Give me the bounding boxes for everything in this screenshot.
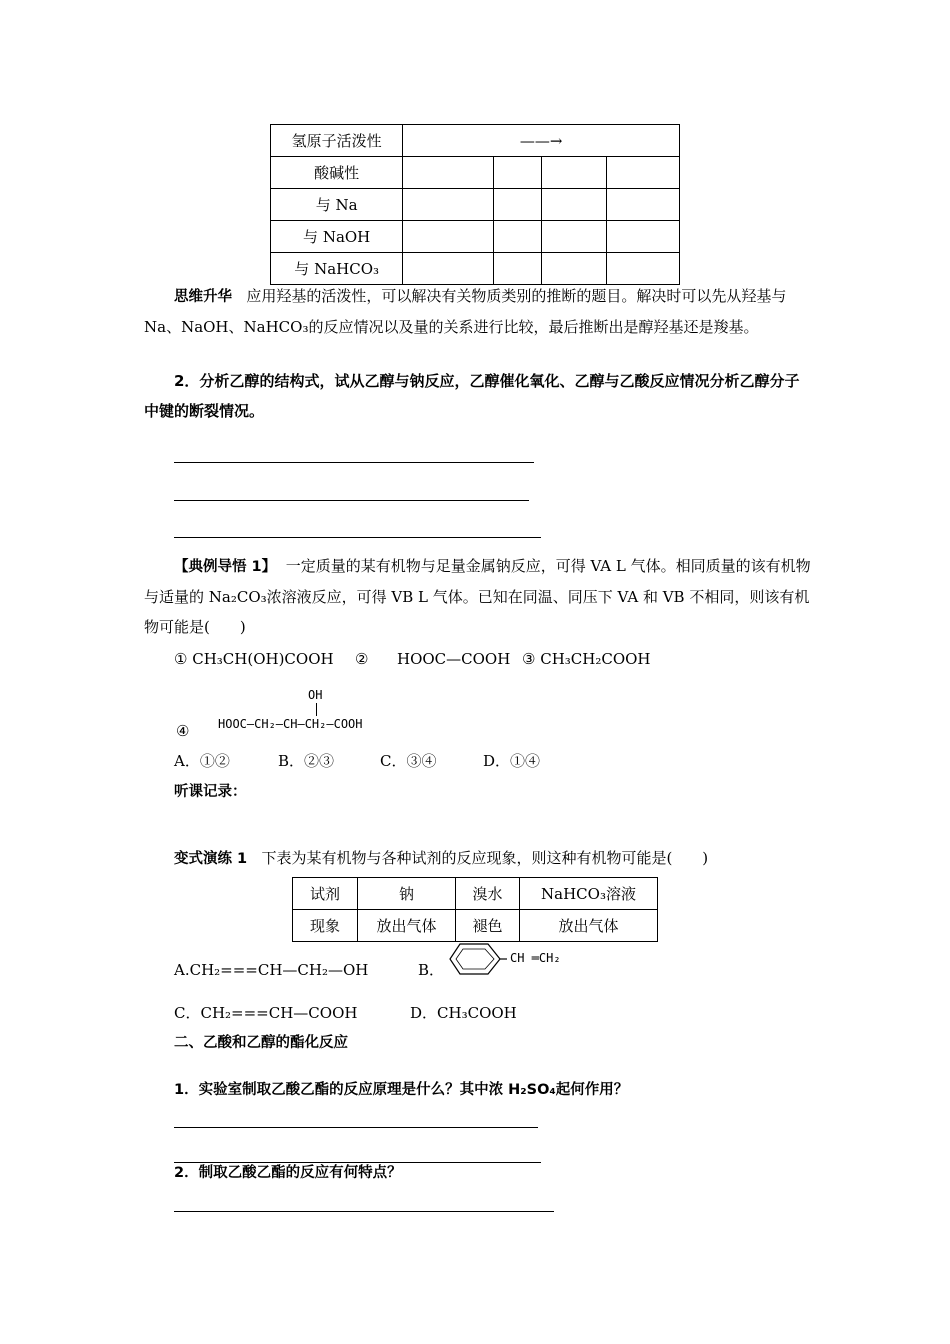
table-row [293,878,658,910]
table-row [271,189,680,221]
section-2-question-1: 1．实验室制取乙酸乙酯的反应原理是什么？其中浓 H₂SO₄起何作用？ [174,1082,629,1098]
item-2: ② [355,650,369,668]
item-2-formula: HOOC—COOH [397,650,511,668]
answer-line [174,1127,538,1128]
table-cell: 放出气体 [358,910,456,942]
section-2-question-2: 2．制取乙酸乙酯的反应有何特点？ [174,1165,402,1181]
option-a: A．①② [174,752,230,770]
example-text: 一定质量的某有机物与足量金属钠反应，可得 VA L 气体。相同质量的该有机物与适量的 Na₂CO₃浓溶液反应，可得 VB L 气体。已知在同温、同压下 VA 和 VB 不相同，则该有机物可能是( ) [144,557,811,636]
answer-line [174,462,534,463]
row-label: 与 Na [271,189,403,221]
variant-title: 变式演练 1 [174,851,248,867]
hydroxyl-comparison-table [270,124,680,285]
table-cell: 放出气体 [520,910,658,942]
thinking-title: 思维升华 [174,289,232,305]
header-cell: NaHCO₃溶液 [520,878,658,910]
structure-bond [316,703,317,716]
variant-option-d: D．CH₃COOH [410,1004,517,1022]
activity-arrow: ——→ [403,125,680,157]
option-c: C．③④ [380,752,437,770]
question-2: 2．分析乙醇的结构式，试从乙醇与钠反应，乙醇催化氧化、乙醇与乙酸反应情况分析乙醇分子中键的断裂情况。 [144,372,800,420]
row-label: 与 NaOH [271,221,403,253]
item-1: ① CH₃CH(OH)COOH [174,650,334,668]
table-row [293,910,658,942]
variant-line [174,843,708,874]
variant-option-b-label: B． [418,961,445,979]
notes-label: 听课记录： [174,784,247,800]
table-row [271,157,680,189]
item-4: ④ [176,722,190,740]
thinking-text: 应用羟基的活泼性，可以解决有关物质类别的推断的题目。解决时可以先从羟基与 Na、NaOH、NaHCO₃的反应情况以及量的关系进行比较，最后推断出是醇羟基还是羧基。 [144,287,787,336]
answer-line [174,1211,554,1212]
item-3: ③ CH₃CH₂COOH [522,650,651,668]
answer-line [174,537,541,538]
variant-option-a: A.CH₂===CH—CH₂—OH [174,961,369,979]
row-label: 氢原子活泼性 [271,125,403,157]
row-label: 酸碱性 [271,157,403,189]
vinyl-group: CH ═CH₂ [510,951,561,965]
table-row [271,125,680,157]
example-paragraph [144,551,814,642]
table-cell: 现象 [293,910,358,942]
table-row [271,221,680,253]
table-cell: 褪色 [456,910,520,942]
thinking-paragraph [144,281,814,342]
header-cell: 溴水 [456,878,520,910]
option-b: B．②③ [278,752,335,770]
reaction-table [292,877,658,942]
answer-line [174,500,529,501]
variant-option-c: C．CH₂===CH—COOH [174,1004,358,1022]
structure-main: HOOC—CH₂—CH—CH₂—COOH [218,717,363,731]
benzene-ring-icon [448,942,508,976]
header-cell: 钠 [358,878,456,910]
row-label: 与 NaHCO₃ [271,253,403,285]
header-cell: 试剂 [293,878,358,910]
table-row [271,253,680,285]
option-d: D．①④ [483,752,541,770]
section-2-title: 二、乙酸和乙醇的酯化反应 [174,1035,348,1051]
structure-oh: OH [308,688,323,702]
variant-text: 下表为某有机物与各种试剂的反应现象，则这种有机物可能是( ) [261,849,709,867]
example-title: 【典例导悟 1】 [174,559,277,575]
